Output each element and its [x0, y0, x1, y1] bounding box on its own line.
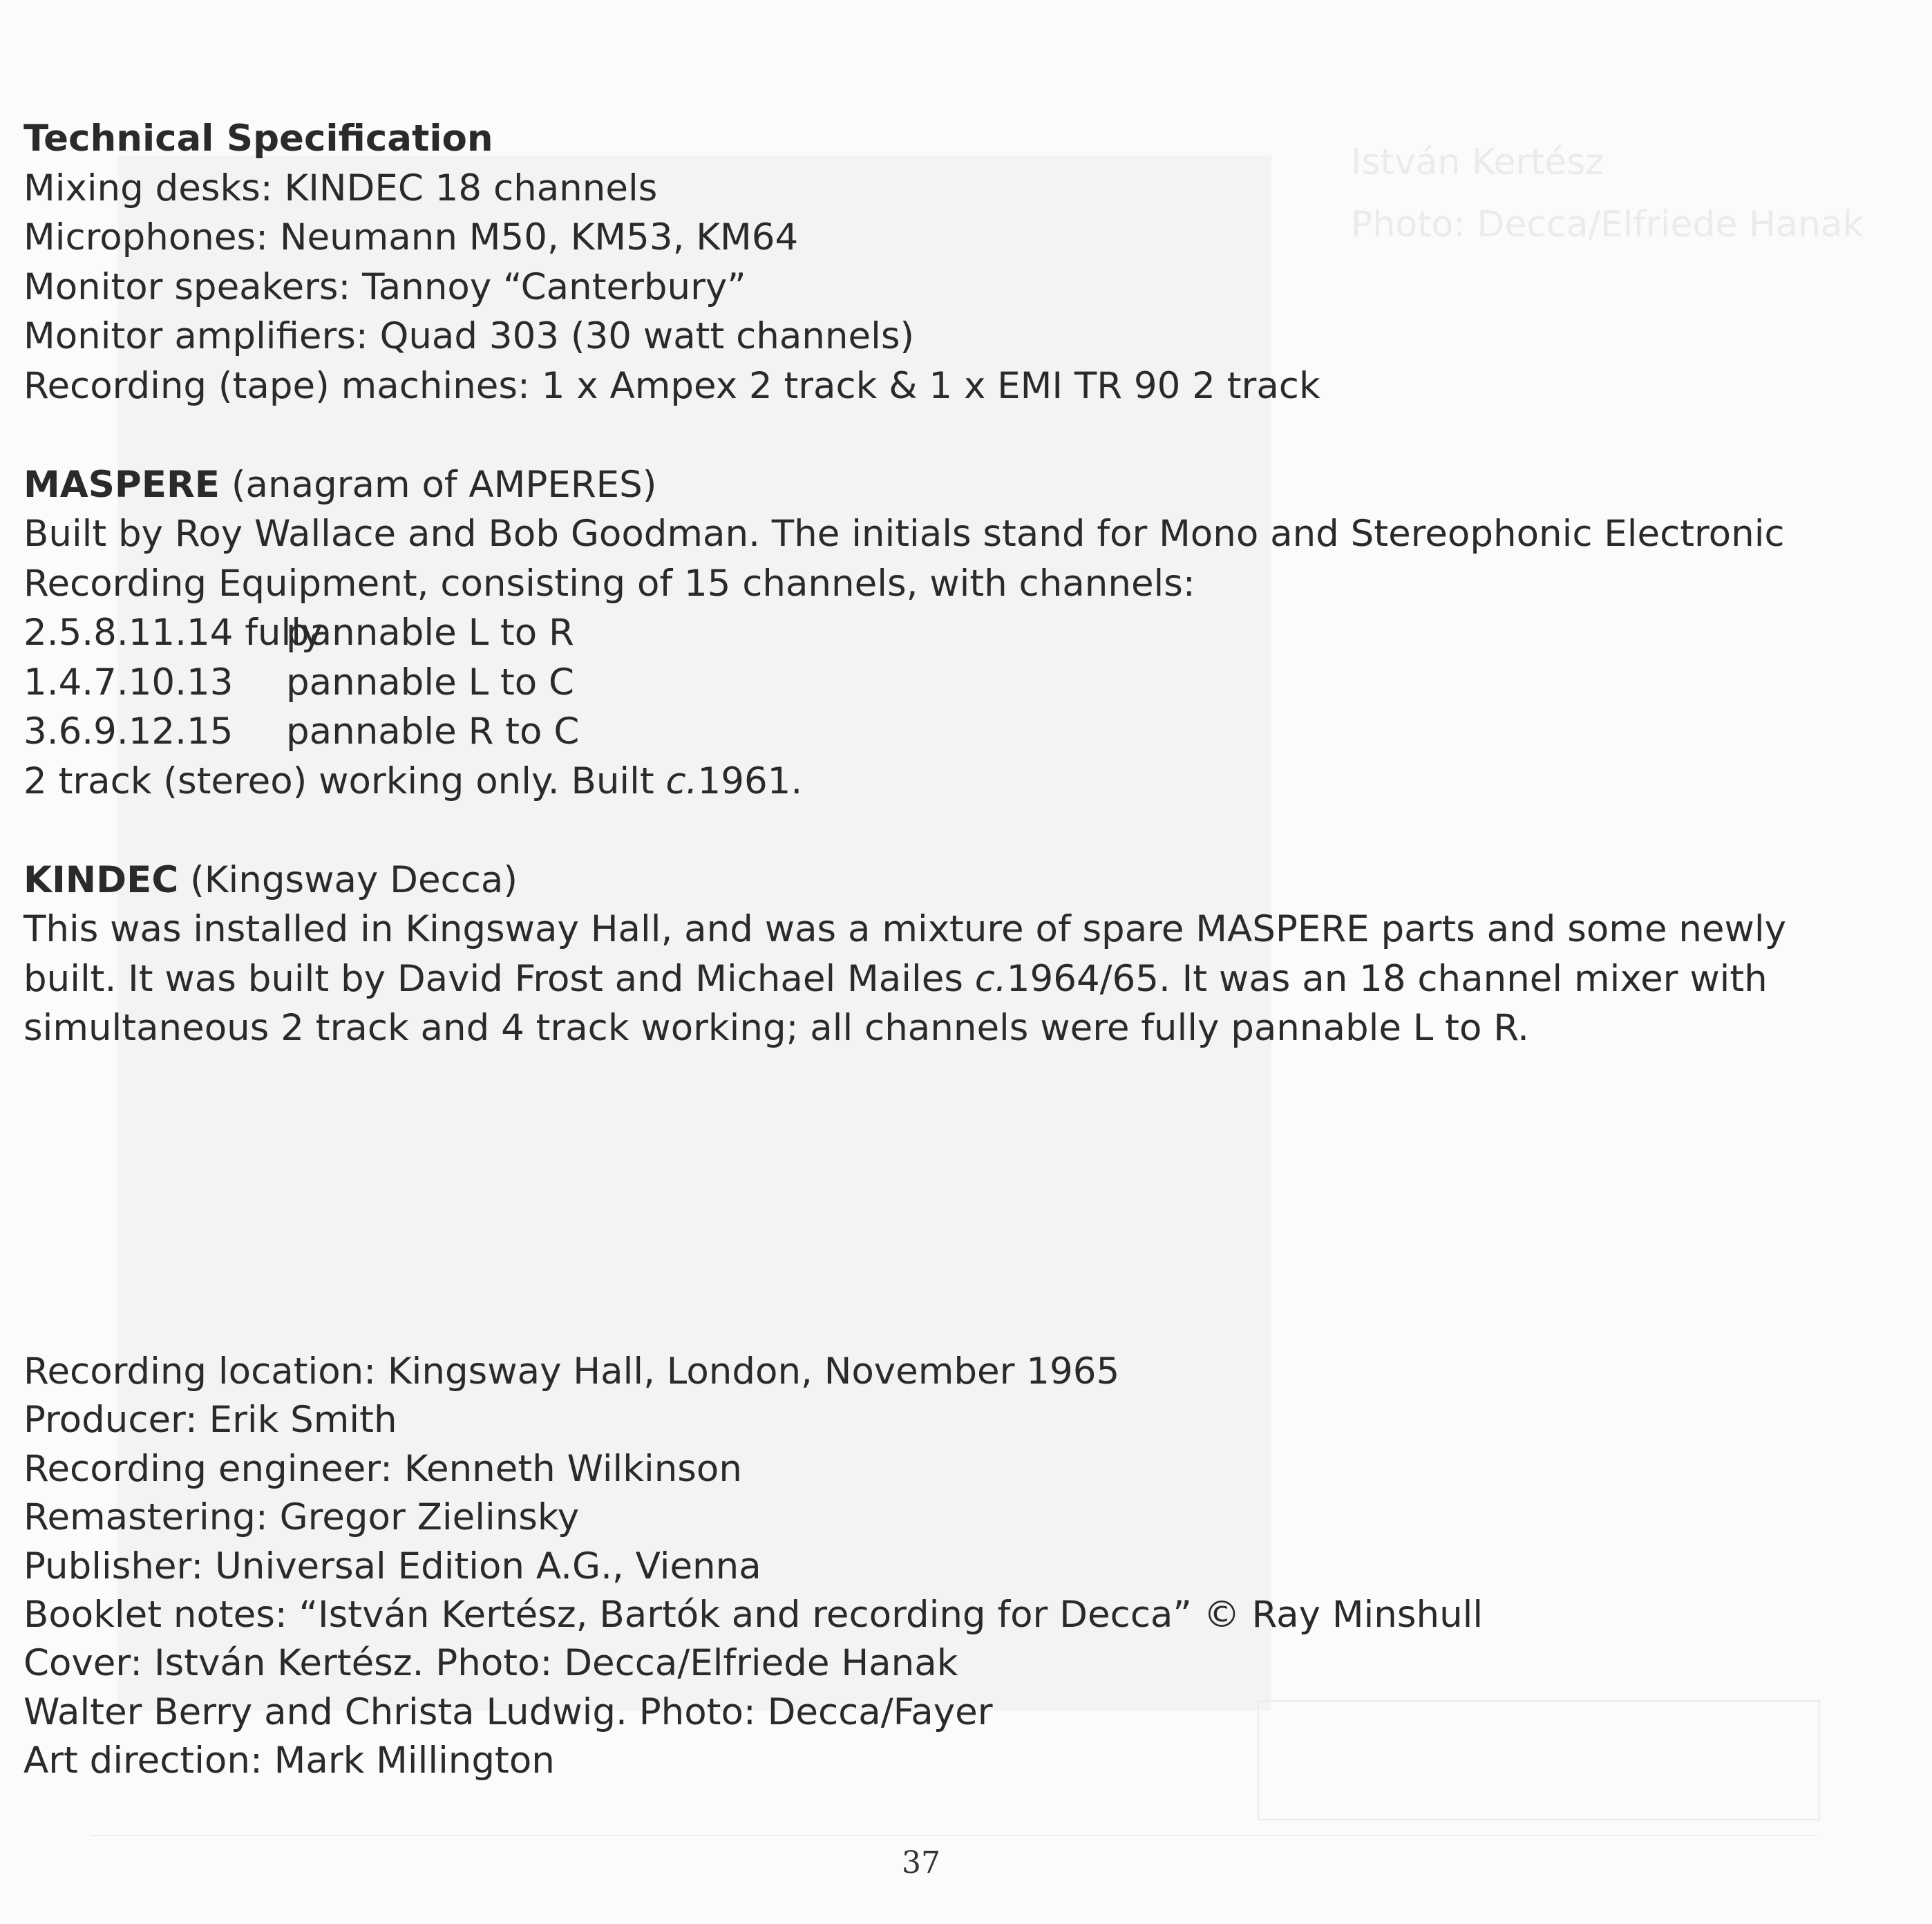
maspere-title: MASPERE [23, 463, 220, 506]
channel-row [23, 707, 1889, 757]
maspere-description: Recording Equipment, consisting of 15 channels, with channels: [23, 562, 1195, 605]
spec-line: Mixing desks: KINDEC 18 channels [23, 167, 658, 209]
kindec-description: simultaneous 2 track and 4 track working; all channels were fully pannable L to R. [23, 1007, 1530, 1049]
page-number: 37 [902, 1845, 940, 1880]
maspere-heading [23, 460, 1889, 510]
maspere-subtitle: (anagram of AMPERES) [220, 463, 657, 506]
channel-row [23, 608, 1889, 658]
kindec-description: This was installed in Kingsway Hall, and was a mixture of spare MASPERE parts and some newly [23, 908, 1786, 950]
credit-line: Walter Berry and Christa Ludwig. Photo: Decca/Fayer [23, 1690, 993, 1733]
credit-line: Publisher: Universal Edition A.G., Vienna [23, 1545, 761, 1587]
show-through-caption-photo: Photo: Decca/Elfriede Hanak [1351, 204, 1864, 245]
credit-line: Recording location: Kingsway Hall, London, November 1965 [23, 1350, 1120, 1393]
spec-line: Recording (tape) machines: 1 x Ampex 2 track & 1 x EMI TR 90 2 track [23, 364, 1320, 407]
channel-pan: pannable L to R [286, 612, 574, 654]
spec-line: Monitor speakers: Tannoy “Canterbury” [23, 265, 746, 308]
spec-line: Microphones: Neumann M50, KM53, KM64 [23, 216, 799, 258]
channel-row [23, 658, 1889, 708]
credit-line: Cover: István Kertész. Photo: Decca/Elfriede Hanak [23, 1642, 958, 1685]
channel-pan: pannable R to C [286, 710, 580, 753]
kindec-subtitle: (Kingsway Decca) [178, 858, 518, 901]
spec-heading: Technical Specification [23, 117, 493, 160]
maspere-description: Built by Roy Wallace and Bob Goodman. The initials stand for Mono and Stereophonic Electronic [23, 513, 1785, 555]
credit-line: Recording engineer: Kenneth Wilkinson [23, 1447, 742, 1490]
channel-ids: 1.4.7.10.13 [23, 661, 234, 704]
kindec-heading [23, 856, 1889, 905]
maspere-built: 2 track (stereo) working only. Built c.1961. [23, 760, 803, 802]
credits-block [23, 1348, 1889, 1786]
channel-pan: pannable L to C [286, 661, 575, 704]
show-through-caption-name: István Kertész [1351, 142, 1604, 183]
credit-line: Booklet notes: “István Kertész, Bartók and recording for Decca” © Ray Minshull [23, 1593, 1484, 1636]
technical-text-block [23, 114, 1889, 1053]
credit-line: Producer: Erik Smith [23, 1399, 397, 1442]
credit-line: Remastering: Gregor Zielinsky [23, 1496, 580, 1539]
kindec-description: built. It was built by David Frost and Michael Mailes c.1964/65. It was an 18 channel mixer with [23, 957, 1768, 1000]
channel-ids: 3.6.9.12.15 [23, 710, 234, 753]
spec-line: Monitor amplifiers: Quad 303 (30 watt channels) [23, 315, 915, 357]
channel-ids: 2.5.8.11.14 fully [23, 612, 323, 654]
credit-line: Art direction: Mark Millington [23, 1739, 555, 1782]
kindec-title: KINDEC [23, 858, 179, 901]
show-through-rule [90, 1835, 1817, 1836]
